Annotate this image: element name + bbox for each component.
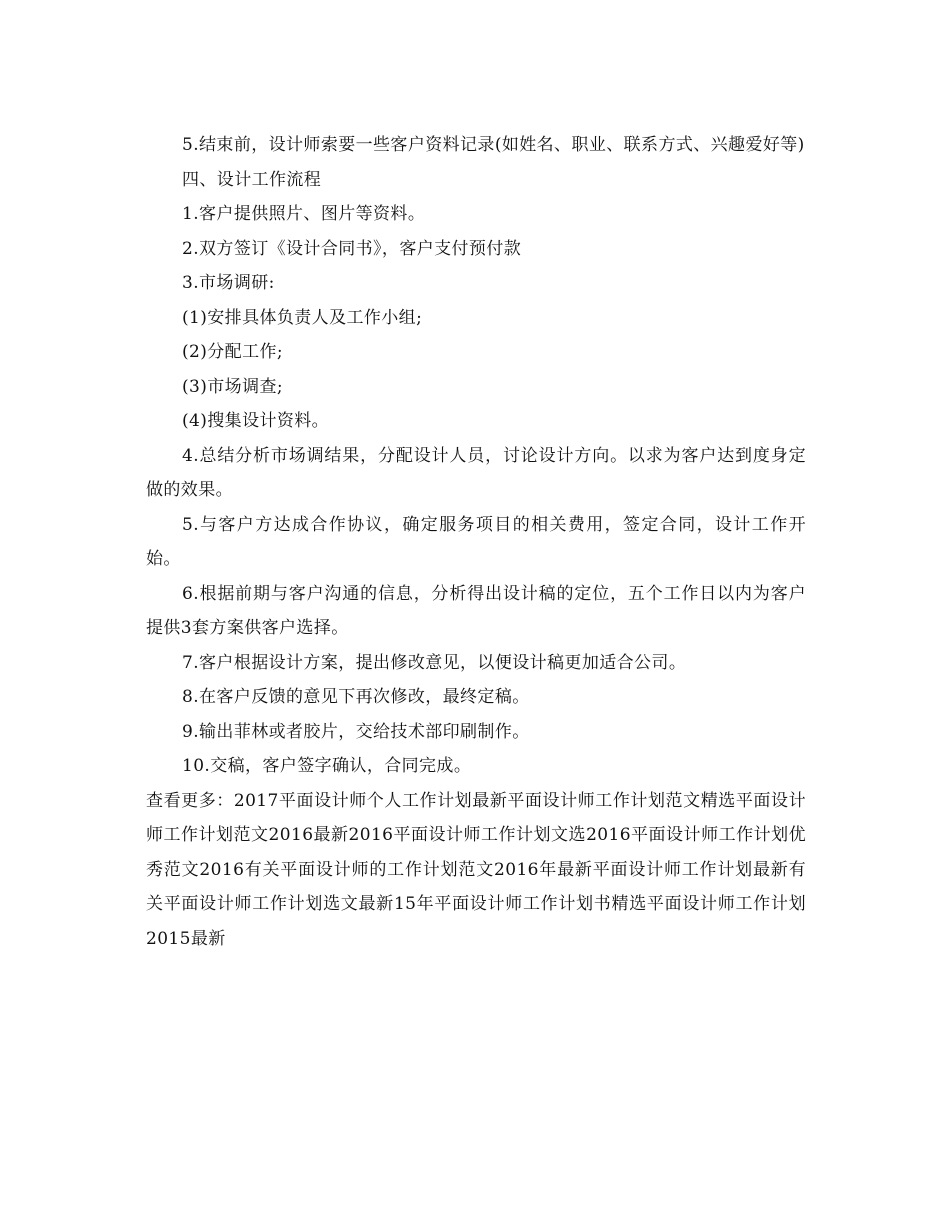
workflow-step-7: 7.客户根据设计方案，提出修改意见，以便设计稿更加适合公司。 xyxy=(182,652,687,673)
section-heading-design-workflow: 四、设计工作流程 xyxy=(182,169,322,190)
workflow-step-10: 10.交稿，客户签字确认，合同完成。 xyxy=(182,756,472,776)
workflow-substep-1: (1)安排具体负责人及工作小组; xyxy=(182,307,423,328)
workflow-substep-4: (4)搜集设计资料。 xyxy=(182,411,330,431)
workflow-step-8: 8.在客户反馈的意见下再次修改，最终定稿。 xyxy=(182,687,530,707)
workflow-step-4: 4.总结分析市场调结果，分配设计人员，讨论设计方向。以求为客户达到度身定做的效果。 xyxy=(146,445,806,500)
workflow-substep-3: (3)市场调查; xyxy=(182,376,284,397)
document-body xyxy=(146,128,806,956)
workflow-step-5: 5.与客户方达成合作协议，确定服务项目的相关费用，签定合同，设计工作开始。 xyxy=(146,514,806,569)
workflow-step-1: 1.客户提供照片、图片等资料。 xyxy=(182,204,426,224)
see-more-links[interactable]: 查看更多：2017平面设计师个人工作计划最新平面设计师工作计划范文精选平面设计师工作计划范文2016最新2016平面设计师工作计划文选2016平面设计师工作计划优秀范文2016有关平面设计师的工作计划范文2016年最新平面设计师工作计划最新有关平面设计师工作计划选文最新15年平面设计师工作计划书精选平面设计师工作计划2015最新 xyxy=(146,790,806,949)
paragraph-step-5-end: 5.结束前，设计师索要一些客户资料记录(如姓名、职业、联系方式、兴趣爱好等) xyxy=(182,135,805,155)
workflow-step-2: 2.双方签订《设计合同书》，客户支付预付款 xyxy=(182,238,522,259)
workflow-step-3: 3.市场调研: xyxy=(182,273,275,293)
workflow-step-9: 9.输出菲林或者胶片，交给技术部印刷制作。 xyxy=(182,721,530,742)
workflow-substep-2: (2)分配工作; xyxy=(182,342,284,362)
workflow-step-6: 6.根据前期与客户沟通的信息，分析得出设计稿的定位，五个工作日以内为客户提供3套方案供客户选择。 xyxy=(146,583,806,638)
